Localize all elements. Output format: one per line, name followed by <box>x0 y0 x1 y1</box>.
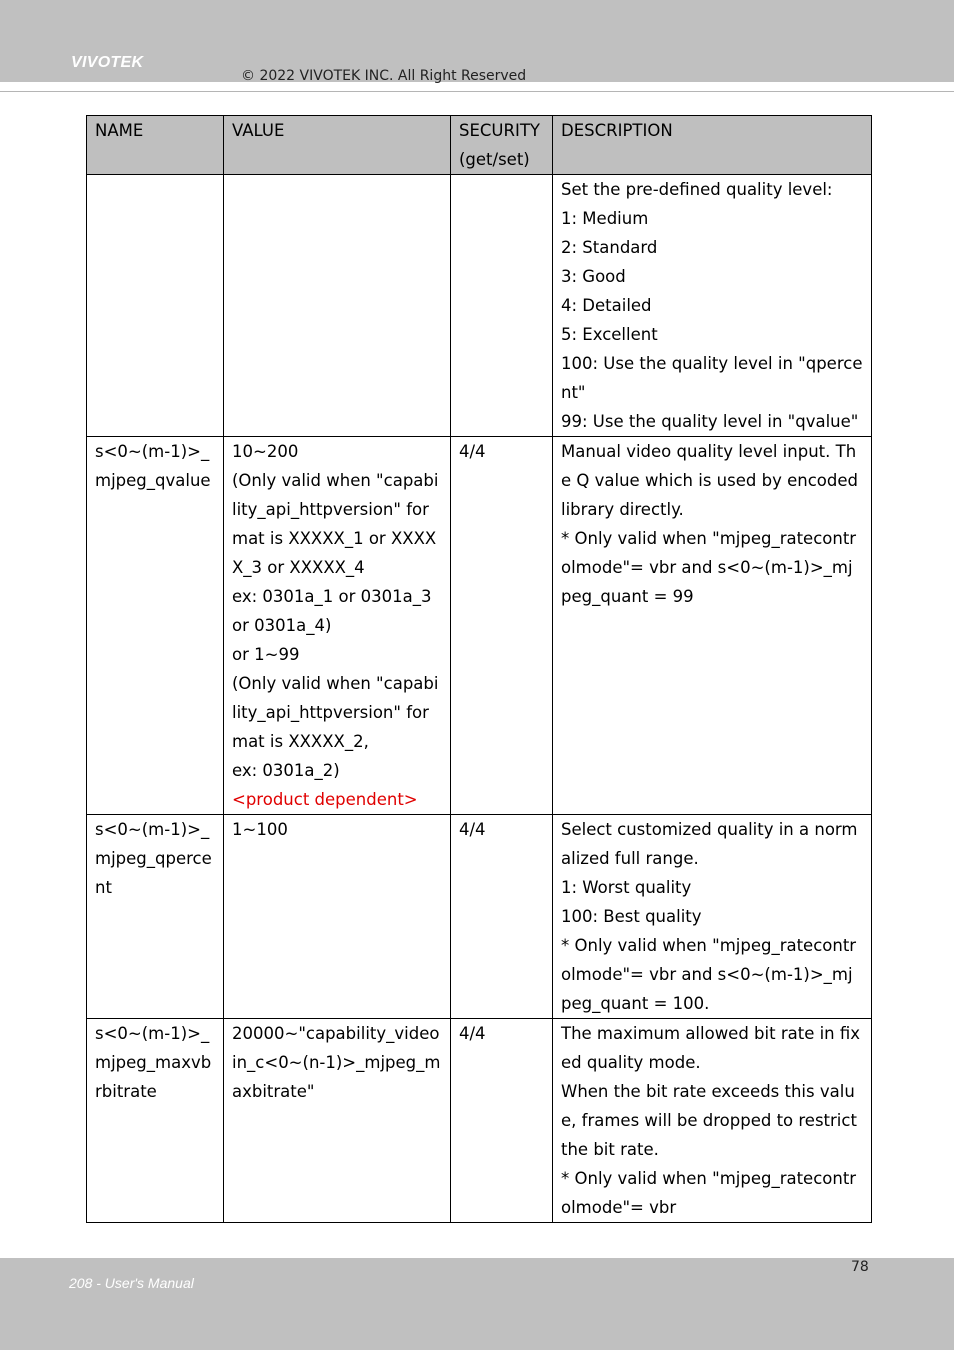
description-line: 100: Use the quality level in "qpercent" <box>561 354 863 402</box>
description-line: 3: Good <box>561 267 626 286</box>
name-cell <box>87 175 224 437</box>
description-line: When the bit rate exceeds this value, frames will be dropped to restrict the bit rate. <box>561 1082 857 1159</box>
table-row <box>87 1019 872 1223</box>
description-line: 1: Medium <box>561 209 649 228</box>
description-cell <box>553 437 872 815</box>
description-line: 1: Worst quality <box>561 878 692 897</box>
column-header-value: VALUE <box>224 116 451 175</box>
table-row <box>87 815 872 1019</box>
value-cell: 1~100 <box>224 815 451 1019</box>
description-line: * Only valid when "mjpeg_ratecontrolmode"= vbr <box>561 1169 857 1217</box>
value-line: (Only valid when "capability_api_httpversion" format is XXXXX_1 or XXXXX_3 or XXXXX_4 <box>232 471 439 577</box>
description-line: Set the pre-defined quality level: <box>561 180 833 199</box>
security-cell: 4/4 <box>451 437 553 815</box>
description-line: * Only valid when "mjpeg_ratecontrolmode"= vbr and s<0~(m-1)>_mjpeg_quant = 100. <box>561 936 857 1013</box>
security-cell <box>451 175 553 437</box>
page-number: 78 <box>851 1259 869 1275</box>
description-line: 99: Use the quality level in "qvalue" <box>561 412 859 431</box>
product-dependent-note: <product dependent> <box>232 790 418 809</box>
value-line: (Only valid when "capability_api_httpversion" format is XXXXX_2, <box>232 674 439 751</box>
name-cell: s<0~(m-1)>_mjpeg_qvalue <box>87 437 224 815</box>
security-cell: 4/4 <box>451 815 553 1019</box>
column-header-name: NAME <box>87 116 224 175</box>
value-cell: 20000~"capability_videoin_c<0~(n-1)>_mjpeg_maxbitrate" <box>224 1019 451 1223</box>
manual-page-label: 208 - User's Manual <box>69 1275 194 1291</box>
value-line: or 1~99 <box>232 645 300 664</box>
column-header-security: SECURITY(get/set) <box>451 116 553 175</box>
value-line: ex: 0301a_1 or 0301a_3 or 0301a_4) <box>232 587 432 635</box>
description-cell <box>553 815 872 1019</box>
page-footer <box>0 1258 954 1350</box>
description-line: Select customized quality in a normalized full range. <box>561 820 858 868</box>
name-cell: s<0~(m-1)>_mjpeg_maxvbrbitrate <box>87 1019 224 1223</box>
value-line: ex: 0301a_2) <box>232 761 340 780</box>
description-cell <box>553 175 872 437</box>
description-cell <box>553 1019 872 1223</box>
value-cell <box>224 175 451 437</box>
parameter-table <box>86 115 872 1223</box>
name-cell: s<0~(m-1)>_mjpeg_qpercent <box>87 815 224 1019</box>
description-line: Manual video quality level input. The Q value which is used by encoded library directly. <box>561 442 858 519</box>
description-line: The maximum allowed bit rate in fixed quality mode. <box>561 1024 861 1072</box>
header-divider <box>0 91 954 92</box>
table-header-row <box>87 116 872 175</box>
column-header-description: DESCRIPTION <box>553 116 872 175</box>
description-line: 4: Detailed <box>561 296 652 315</box>
description-line: * Only valid when "mjpeg_ratecontrolmode"= vbr and s<0~(m-1)>_mjpeg_quant = 99 <box>561 529 857 606</box>
table-row <box>87 437 872 815</box>
value-line: 10~200 <box>232 442 299 461</box>
description-line: 100: Best quality <box>561 907 702 926</box>
brand-logo: VIVOTEK <box>71 54 144 71</box>
description-line: 5: Excellent <box>561 325 658 344</box>
description-line: 2: Standard <box>561 238 658 257</box>
table-row <box>87 175 872 437</box>
security-cell: 4/4 <box>451 1019 553 1223</box>
value-cell <box>224 437 451 815</box>
copyright-text: © 2022 VIVOTEK INC. All Right Reserved <box>241 68 527 84</box>
